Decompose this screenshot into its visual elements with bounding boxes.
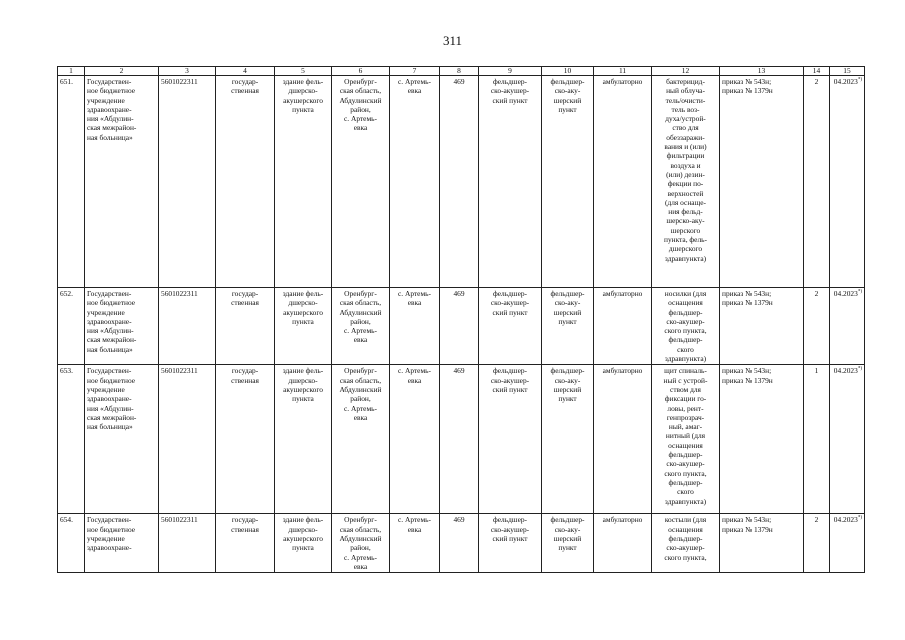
ownership-form: государ- ственная [231, 289, 259, 308]
structural-unit: фельдшер- ско-аку- шерский пункт [550, 77, 585, 114]
row-number: 651. [60, 77, 73, 86]
population: 469 [453, 366, 465, 376]
column-header-4: 4 [216, 67, 275, 76]
regulation-order: приказ № 543н; приказ № 1379н [722, 289, 773, 308]
row-number: 654. [60, 515, 73, 525]
date-footnote-mark: *) [857, 366, 862, 372]
column-header-10: 10 [542, 67, 594, 76]
table-row [58, 76, 865, 288]
column-header-13: 13 [720, 67, 804, 76]
building-type: здание фель- дшерско- акушерского пункта [282, 515, 324, 553]
delivery-date: 04.2023 [833, 289, 858, 298]
column-header-14: 14 [804, 67, 830, 76]
inn-code: 5601022311 [161, 515, 198, 525]
column-number-row [58, 67, 865, 76]
delivery-date: 04.2023 [833, 515, 858, 525]
date-footnote-mark: *) [857, 289, 862, 295]
equipment-name: костыли (для оснащения фельдшер- ско-акушер- ского пункта, [664, 515, 707, 562]
organization-name: Государствен- ное бюджетное учреждение здравоохране- [87, 515, 136, 553]
facility-type: фельдшер- ско-акушер- ский пункт [490, 289, 530, 317]
regulation-order: приказ № 543н; приказ № 1379н [722, 515, 773, 534]
ownership-form: государ- ственная [231, 77, 259, 96]
ownership-form: государ- ственная [231, 366, 259, 385]
regulation-order: приказ № 543н; приказ № 1379н [722, 366, 773, 385]
structural-unit: фельдшер- ско-аку- шерский пункт [550, 515, 585, 553]
address: Оренбург- ская область, Абдулинский район, с. Артемь- евка [339, 366, 382, 422]
delivery-date: 04.2023 [833, 77, 858, 86]
population: 469 [453, 515, 465, 525]
row-number: 652. [60, 289, 73, 298]
column-header-9: 9 [479, 67, 542, 76]
column-header-11: 11 [594, 67, 652, 76]
population: 469 [453, 289, 465, 298]
address: Оренбург- ская область, Абдулинский район, с. Артемь- евка [339, 289, 382, 345]
table-row [58, 288, 865, 365]
column-header-12: 12 [652, 67, 720, 76]
inn-code: 5601022311 [161, 77, 198, 86]
column-header-5: 5 [275, 67, 332, 76]
structural-unit: фельдшер- ско-аку- шерский пункт [550, 289, 585, 326]
equipment-name: щит спиналь- ный с устрой- ством для фиксации го- ловы, рент- генпрозрач- ный, амаг- нитный (для оснащения фельдшер- ско-акушер- ского пункта, фельдшер- ского здравпункта) [663, 366, 708, 506]
table-row [58, 514, 865, 573]
care-form: амбулаторно [602, 515, 643, 525]
quantity: 2 [814, 515, 819, 525]
organization-name: Государствен- ное бюджетное учреждение здравоохране- ния «Абдулин- ская межрайон- ная больница» [87, 289, 137, 354]
equipment-name: бактерицид- ный облуча- тель/очисти- тель воз- духа/устрой- ство для обеззаражи- вания и (или) фильтрации воздуха и (или) дезин- фекции по- верхностей (для оснаще- ния фельд- шерско-аку- шерского пункта, фель- дшерского здравпункта) [664, 77, 707, 263]
column-header-2: 2 [85, 67, 159, 76]
facility-type: фельдшер- ско-акушер- ский пункт [490, 77, 530, 105]
date-footnote-mark: *) [857, 515, 862, 521]
inn-code: 5601022311 [161, 289, 198, 298]
row-number: 653. [60, 366, 73, 376]
building-type: здание фель- дшерско- акушерского пункта [282, 366, 324, 404]
ownership-form: государ- ственная [231, 515, 259, 534]
equipment-registry-table [57, 66, 865, 573]
column-header-6: 6 [332, 67, 390, 76]
regulation-order: приказ № 543н; приказ № 1379н [722, 77, 773, 96]
equipment-name: носилки (для оснащения фельдшер- ско-акушер- ского пункта, фельдшер- ского здравпункта) [664, 289, 707, 364]
organization-name: Государствен- ное бюджетное учреждение здравоохране- ния «Абдулин- ская межрайон- ная больница» [87, 77, 137, 142]
settlement: с. Артемь- евка [398, 77, 431, 96]
building-type: здание фель- дшерско- акушерского пункта [282, 289, 324, 326]
quantity: 2 [814, 77, 819, 86]
population: 469 [453, 77, 465, 86]
care-form: амбулаторно [602, 289, 643, 298]
address: Оренбург- ская область, Абдулинский район, с. Артемь- евка [339, 77, 382, 133]
settlement: с. Артемь- евка [398, 289, 431, 308]
column-header-8: 8 [440, 67, 479, 76]
column-header-1: 1 [58, 67, 85, 76]
page-number: 311 [442, 33, 463, 48]
column-header-7: 7 [390, 67, 440, 76]
date-footnote-mark: *) [857, 77, 862, 83]
quantity: 1 [814, 366, 819, 376]
building-type: здание фель- дшерско- акушерского пункта [282, 77, 324, 114]
delivery-date: 04.2023 [833, 366, 858, 376]
organization-name: Государствен- ное бюджетное учреждение здравоохране- ния «Абдулин- ская межрайон- ная больница» [87, 366, 137, 432]
table-row [58, 365, 865, 514]
care-form: амбулаторно [602, 77, 643, 86]
care-form: амбулаторно [602, 366, 643, 376]
facility-type: фельдшер- ско-акушер- ский пункт [490, 366, 530, 394]
settlement: с. Артемь- евка [398, 515, 431, 534]
inn-code: 5601022311 [161, 366, 198, 376]
structural-unit: фельдшер- ско-аку- шерский пункт [550, 366, 585, 404]
column-header-3: 3 [159, 67, 216, 76]
settlement: с. Артемь- евка [398, 366, 431, 385]
facility-type: фельдшер- ско-акушер- ский пункт [490, 515, 530, 543]
address: Оренбург- ская область, Абдулинский район, с. Артемь- евка [339, 515, 382, 571]
quantity: 2 [814, 289, 819, 298]
column-header-15: 15 [830, 67, 865, 76]
